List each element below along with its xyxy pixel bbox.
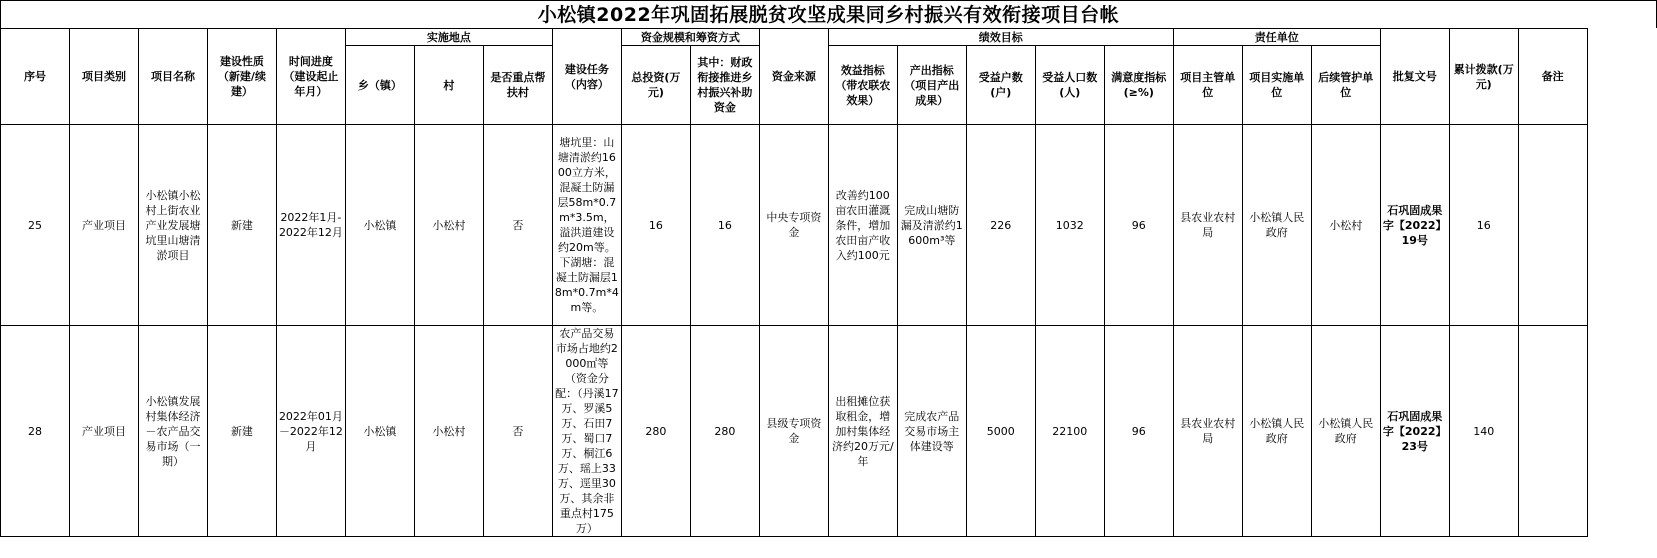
cell-nature: 新建 — [207, 125, 276, 326]
header-seq: 序号 — [1, 29, 70, 125]
cell-category: 产业项目 — [69, 125, 138, 326]
header-maintainer: 后续管护单位 — [1311, 46, 1380, 125]
cell-satisfaction: 96 — [1104, 326, 1173, 537]
header-fund-group: 资金规模和筹资方式 — [621, 29, 759, 46]
cell-category: 产业项目 — [69, 326, 138, 537]
cell-population: 22100 — [1035, 326, 1104, 537]
header-output-indicator: 产出指标（项目产出成果） — [897, 46, 966, 125]
table-row — [1, 125, 1657, 326]
cell-schedule: 2022年01月－2022年12月 — [276, 326, 345, 537]
header-total-invest: 总投资(万元) — [621, 46, 690, 125]
header-key-village: 是否重点帮扶村 — [483, 46, 552, 125]
header-satisfaction: 满意度指标(≥%) — [1104, 46, 1173, 125]
header-population: 受益人口数(人) — [1035, 46, 1104, 125]
cell-task: 农产品交易市场占地约2000㎡等（资金分配：（丹溪17万、罗溪5万、石田7万、蜀口7万、桐江6万、瑶上33万、逕里30万、其余非重点村175万） — [552, 326, 621, 537]
header-allocated: 累计拨款(万元) — [1449, 29, 1518, 125]
header-row-group — [1, 29, 1657, 46]
header-village: 村 — [414, 46, 483, 125]
header-category: 项目类别 — [69, 29, 138, 125]
header-township: 乡（镇） — [345, 46, 414, 125]
header-approval: 批复文号 — [1380, 29, 1449, 125]
cell-output-indicator: 完成山塘防漏及清淤约1600m³等 — [897, 125, 966, 326]
cell-output-indicator: 完成农产品交易市场主体建设等 — [897, 326, 966, 537]
cell-benefit-indicator: 出租摊位获取租金，增加村集体经济约20万元/年 — [828, 326, 897, 537]
ledger-title: 小松镇2022年巩固拓展脱贫攻坚成果同乡村振兴有效衔接项目台帐 — [0, 0, 1657, 28]
cell-total-invest: 16 — [621, 125, 690, 326]
cell-task: 塘坑里：山塘清淤约1600立方米，混凝土防漏层58m*0.7m*3.5m，溢洪道建设约20m等。下湖塘：混凝土防漏层18m*0.7m*4m等。 — [552, 125, 621, 326]
header-implementer: 项目实施单位 — [1242, 46, 1311, 125]
cell-households: 5000 — [966, 326, 1035, 537]
cell-village: 小松村 — [414, 125, 483, 326]
header-location-group: 实施地点 — [345, 29, 552, 46]
cell-remark — [1518, 125, 1587, 326]
cell-fund-source: 县级专项资金 — [759, 326, 828, 537]
header-nature: 建设性质（新建/续建） — [207, 29, 276, 125]
cell-subsidy: 16 — [690, 125, 759, 326]
cell-supervisor: 县农业农村局 — [1173, 326, 1242, 537]
cell-maintainer: 小松镇人民政府 — [1311, 326, 1380, 537]
cell-allocated: 140 — [1449, 326, 1518, 537]
header-fund-source: 资金来源 — [759, 29, 828, 125]
header-name: 项目名称 — [138, 29, 207, 125]
cell-supervisor: 县农业农村局 — [1173, 125, 1242, 326]
cell-township: 小松镇 — [345, 326, 414, 537]
table-row — [1, 326, 1657, 537]
header-responsibility-group: 责任单位 — [1173, 29, 1380, 46]
cell-households: 226 — [966, 125, 1035, 326]
cell-approval: 石巩固成果字【2022】19号 — [1380, 125, 1449, 326]
cell-population: 1032 — [1035, 125, 1104, 326]
cell-allocated: 16 — [1449, 125, 1518, 326]
cell-maintainer: 小松村 — [1311, 125, 1380, 326]
cell-key-village: 否 — [483, 125, 552, 326]
header-households: 受益户数(户) — [966, 46, 1035, 125]
cell-township: 小松镇 — [345, 125, 414, 326]
cell-seq: 28 — [1, 326, 70, 537]
cell-seq: 25 — [1, 125, 70, 326]
header-schedule: 时间进度（建设起止年月） — [276, 29, 345, 125]
header-performance-group: 绩效目标 — [828, 29, 1173, 46]
ledger-table — [0, 28, 1657, 537]
cell-nature: 新建 — [207, 326, 276, 537]
header-subsidy: 其中：财政衔接推进乡村振兴补助资金 — [690, 46, 759, 125]
cell-implementer: 小松镇人民政府 — [1242, 326, 1311, 537]
header-task: 建设任务（内容） — [552, 29, 621, 125]
cell-benefit-indicator: 改善约100亩农田灌溉条件，增加农田亩产收入约100元 — [828, 125, 897, 326]
cell-name: 小松镇发展村集体经济－农产品交易市场（一期） — [138, 326, 207, 537]
cell-implementer: 小松镇人民政府 — [1242, 125, 1311, 326]
cell-key-village: 否 — [483, 326, 552, 537]
cell-remark — [1518, 326, 1587, 537]
cell-name: 小松镇小松村上街农业产业发展塘坑里山塘清淤项目 — [138, 125, 207, 326]
cell-schedule: 2022年1月-2022年12月 — [276, 125, 345, 326]
cell-total-invest: 280 — [621, 326, 690, 537]
header-supervisor: 项目主管单位 — [1173, 46, 1242, 125]
cell-fund-source: 中央专项资金 — [759, 125, 828, 326]
header-remark: 备注 — [1518, 29, 1587, 125]
cell-approval: 石巩固成果字【2022】23号 — [1380, 326, 1449, 537]
header-benefit-indicator: 效益指标（带农联农效果） — [828, 46, 897, 125]
cell-village: 小松村 — [414, 326, 483, 537]
cell-subsidy: 280 — [690, 326, 759, 537]
cell-satisfaction: 96 — [1104, 125, 1173, 326]
